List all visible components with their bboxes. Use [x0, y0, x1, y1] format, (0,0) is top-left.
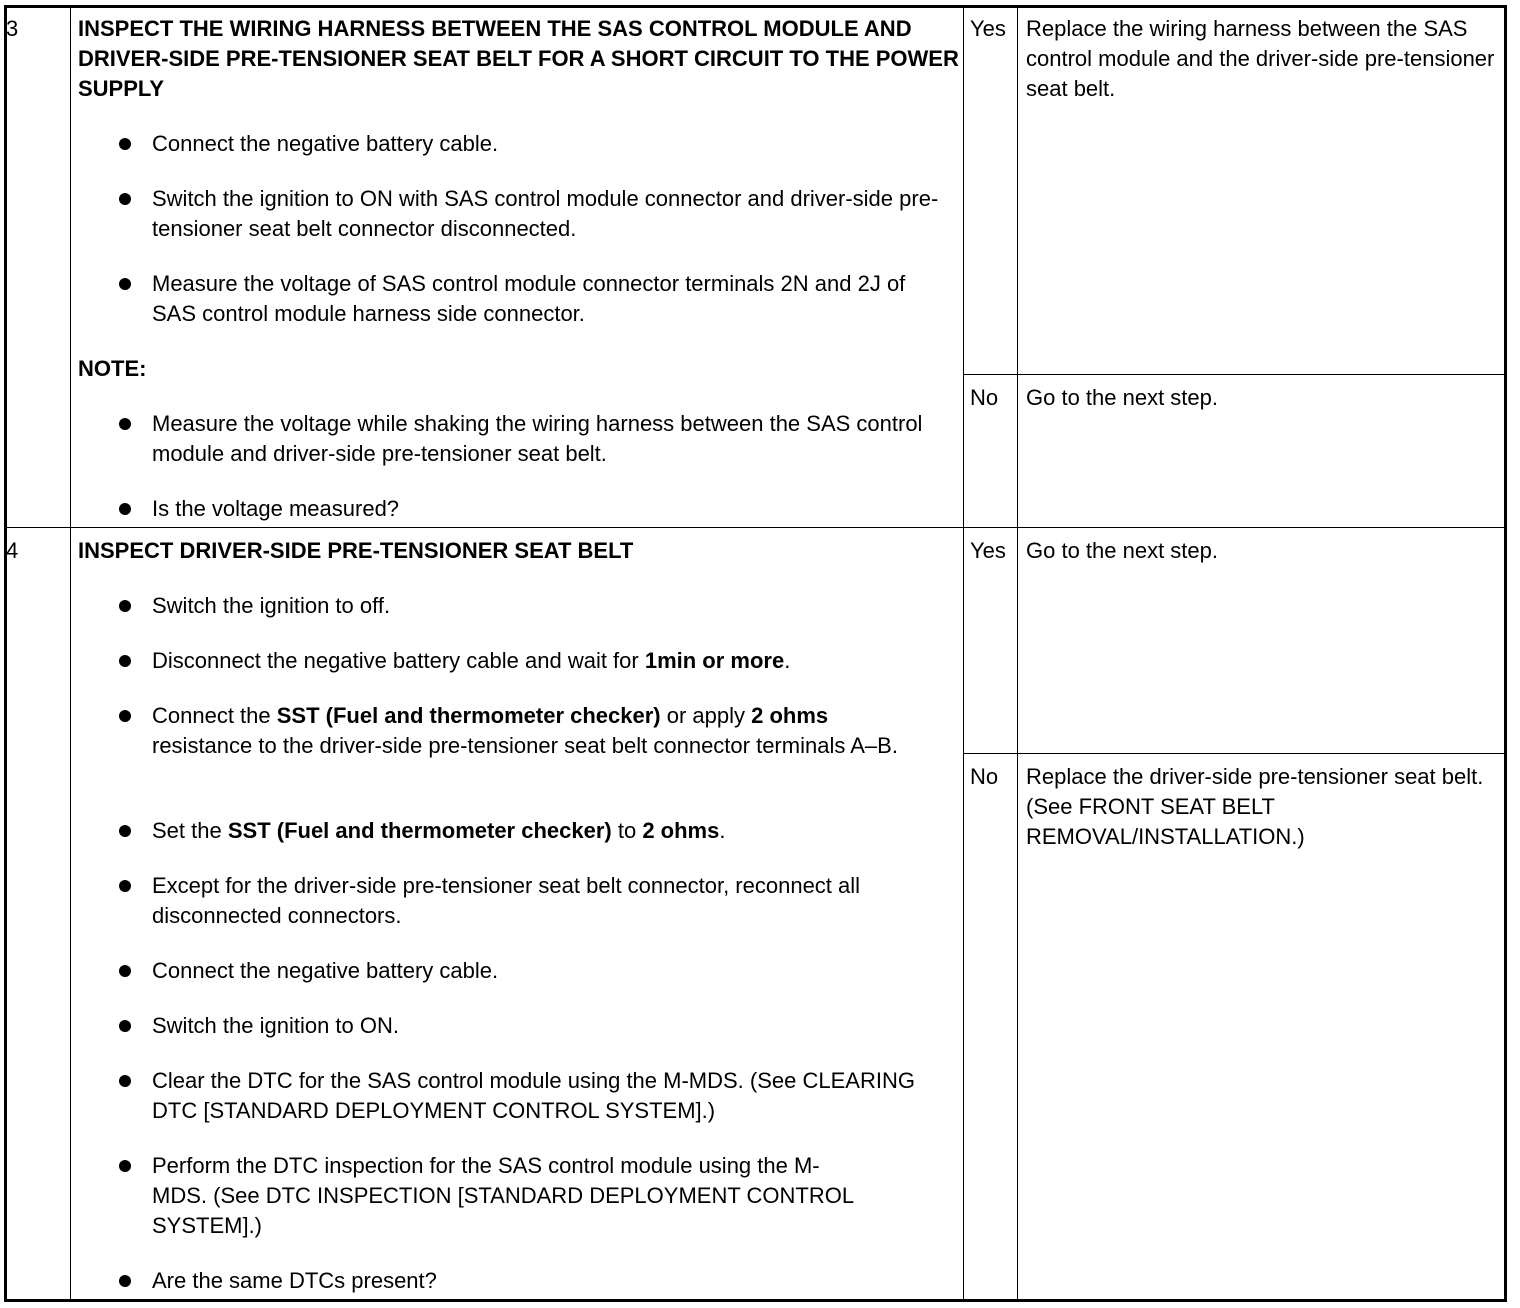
step-number: 3 [6, 16, 19, 41]
action-no: Go to the next step. [1026, 385, 1219, 410]
bullet-icon [119, 710, 131, 722]
answer-no: No [970, 385, 999, 410]
bullet-icon [119, 825, 131, 837]
bullet-icon [119, 1275, 131, 1287]
bullet-icon [119, 600, 131, 612]
bullet-icon [119, 965, 131, 977]
instruction-text: Switch the ignition to ON with SAS control module connector and driver-side pre-tensioner seat belt connector disconnected. [152, 186, 939, 241]
answer-no: No [970, 764, 999, 789]
row-divider-step4-yes-no [963, 753, 1504, 754]
instruction-text: Is the voltage measured? [152, 496, 400, 521]
instruction-text: Are the same DTCs present? [152, 1268, 437, 1293]
bullet-icon [119, 655, 131, 667]
bullet-icon [119, 418, 131, 430]
instruction-text: Clear the DTC for the SAS control module using the M-MDS. (See CLEARING DTC [STANDARD DEPLOYMENT CONTROL SYSTEM].) [152, 1068, 915, 1123]
instruction-text: Except for the driver-side pre-tensioner seat belt connector, reconnect all disconnected connectors. [152, 873, 861, 928]
note-label: NOTE: [78, 356, 147, 381]
instruction-text: Connect the negative battery cable. [152, 958, 499, 983]
instruction-text: Set the SST (Fuel and thermometer checker) to 2 ohms. [152, 818, 726, 843]
column-divider-result [1017, 8, 1018, 1299]
bullet-icon [119, 1020, 131, 1032]
answer-yes: Yes [970, 538, 1006, 563]
row-divider-step3-step4 [7, 527, 1504, 528]
instruction-text: Connect the SST (Fuel and thermometer checker) or apply 2 ohms resistance to the driver-side pre-tensioner seat belt connector terminals A–B. [152, 703, 898, 758]
instruction-text: Switch the ignition to ON. [152, 1013, 400, 1038]
instruction-text: Disconnect the negative battery cable and wait for 1min or more. [152, 648, 791, 673]
instruction-text: Measure the voltage of SAS control module connector terminals 2N and 2J of SAS control module harness side connector. [152, 271, 906, 326]
bullet-icon [119, 278, 131, 290]
bullet-icon [119, 503, 131, 515]
step-title: INSPECT THE WIRING HARNESS BETWEEN THE SAS CONTROL MODULE AND DRIVER-SIDE PRE-TENSIONER SEAT BELT FOR A SHORT CIRCUIT TO THE POWER SUPPLY [78, 16, 959, 101]
answer-yes: Yes [970, 16, 1006, 41]
action-yes: Go to the next step. [1026, 538, 1219, 563]
column-divider-inspection [963, 8, 964, 1299]
instruction-text: Perform the DTC inspection for the SAS control module using the M-MDS. (See DTC INSPECTION [STANDARD DEPLOYMENT CONTROL SYSTEM].) [152, 1153, 854, 1238]
bullet-icon [119, 193, 131, 205]
row-divider-step3-yes-no [963, 374, 1504, 375]
step-title: INSPECT DRIVER-SIDE PRE-TENSIONER SEAT BELT [78, 538, 634, 563]
column-divider-step [70, 8, 71, 1299]
action-no: Replace the driver-side pre-tensioner seat belt. (See FRONT SEAT BELT REMOVAL/INSTALLATION.) [1026, 764, 1484, 849]
instruction-text: Connect the negative battery cable. [152, 131, 499, 156]
bullet-icon [119, 1075, 131, 1087]
bullet-icon [119, 138, 131, 150]
instruction-text: Measure the voltage while shaking the wiring harness between the SAS control module and driver-side pre-tensioner seat belt. [152, 411, 923, 466]
instruction-text: Switch the ignition to off. [152, 593, 391, 618]
bullet-icon [119, 880, 131, 892]
action-yes: Replace the wiring harness between the SAS control module and the driver-side pre-tensioner seat belt. [1026, 16, 1495, 101]
step-number: 4 [6, 538, 19, 563]
bullet-icon [119, 1160, 131, 1172]
